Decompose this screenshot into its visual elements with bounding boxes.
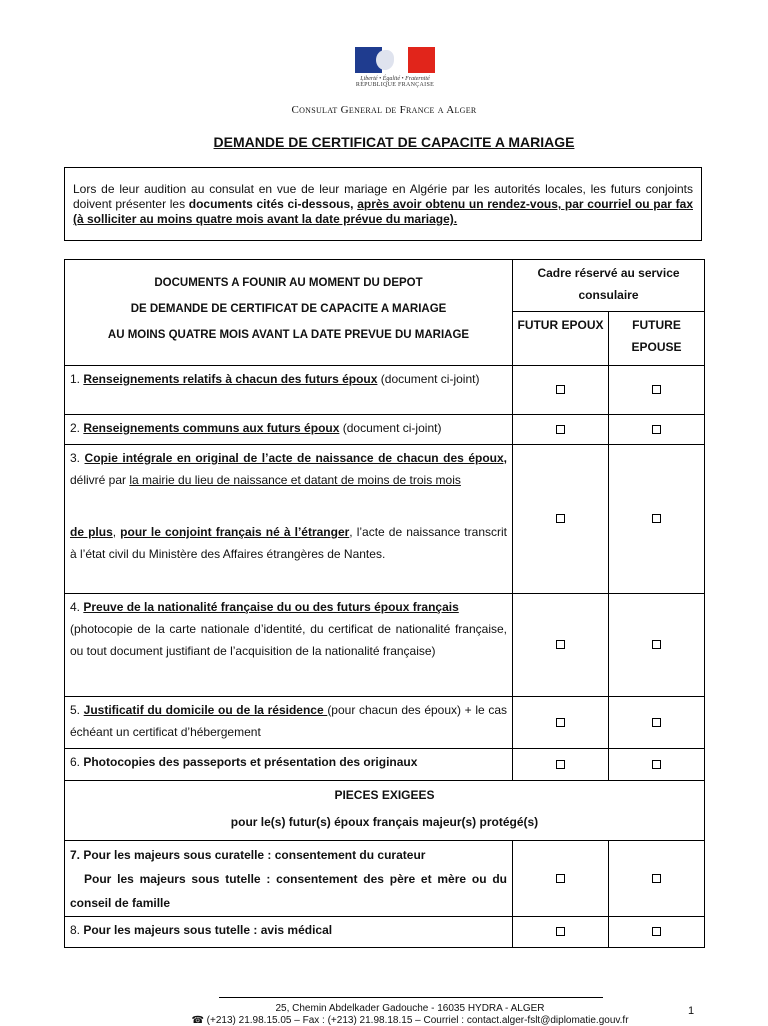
pieces-subtitle: pour le(s) futur(s) époux français majeur(s) protégé(s) [230,815,539,829]
row-3-future-cell [609,445,705,594]
footer-divider [219,997,603,998]
checkbox[interactable] [556,640,565,649]
row-1-future-cell [609,366,705,415]
table-row [65,594,705,697]
row-5-futur-cell [513,697,609,749]
checkbox[interactable] [556,874,565,883]
checkbox[interactable] [652,927,661,936]
row-detail: (document ci-joint) [339,421,442,435]
row-separator: , [112,525,121,539]
row-6-futur-cell [513,749,609,781]
row-8-future-cell [609,917,705,948]
checkbox[interactable] [556,425,565,434]
row-title: Justificatif du domicile ou de la résidence [83,703,328,717]
checkbox[interactable] [652,760,661,769]
row-title: Photocopies des passeports et présentation des originaux [83,755,418,769]
intro-box [64,167,702,241]
table-header-consulaire: Cadre réservé au service consulaire [513,260,705,312]
table-row [65,415,705,445]
header-line-3: AU MOINS QUATRE MOIS AVANT LA DATE PREVUE DU MARIAGE [107,329,470,341]
document-title: DEMANDE DE CERTIFICAT DE CAPACITE A MARIAGE [213,134,575,150]
table-row [65,841,705,917]
logo-motto: Liberté • Égalité • Fraternité [360,76,430,82]
row-2-future-cell [609,415,705,445]
table-row [65,749,705,781]
row-extra-title: de plus [70,525,113,539]
logo-republic: RÉPUBLIQUE FRANÇAISE [355,82,435,88]
col-future-epouse: FUTURE EPOUSE [609,312,705,366]
table-row [65,366,705,415]
row-title: Renseignements communs aux futurs époux [83,421,340,435]
row-extra-title-2: pour le conjoint français né à l’étranger [120,525,350,539]
row-3-description [65,445,513,594]
row-1-futur-cell [513,366,609,415]
table-row [65,697,705,749]
row-title: Pour les majeurs sous tutelle : avis médical [83,923,333,937]
row-5-description [65,697,513,749]
col-futur-epoux: FUTUR EPOUX [513,312,609,366]
checkbox[interactable] [556,760,565,769]
row-8-futur-cell [513,917,609,948]
footer-address: 25, Chemin Abdelkader Gadouche - 16035 HYDRA - ALGER [275,1003,545,1014]
intro-text-underlined: après avoir obtenu un rendez-vous, par courriel ou par fax (à solliciter au moins quatre mois avant la date prévue du mariage). [73,197,693,226]
row-detail: Pour les majeurs sous tutelle : consentement des père et mère ou du conseil de famille [70,872,507,910]
intro-text-bold: documents cités ci-dessous, [188,197,354,211]
row-7-future-cell [609,841,705,917]
checkbox[interactable] [652,385,661,394]
row-number: 2. [70,421,84,435]
row-title: 7. Pour les majeurs sous curatelle : consentement du curateur [70,848,426,862]
checkbox[interactable] [556,927,565,936]
consulat-heading: Consulat General de France a Alger [291,104,477,116]
row-8-description [65,917,513,948]
row-detail-underlined: la mairie du lieu de naissance et datant de moins de trois mois [129,473,461,487]
row-2-futur-cell [513,415,609,445]
row-detail: (pour chacun des époux) + le cas échéant un certificat d’hébergement [70,703,508,739]
row-5-future-cell [609,697,705,749]
row-2-description [65,415,513,445]
row-title: Preuve de la nationalité française du ou des futurs époux français [83,600,459,614]
pieces-exigees-section [65,781,705,841]
row-6-future-cell [609,749,705,781]
row-number: 8. [70,923,84,937]
footer-contact: ☎ (+213) 21.98.15.05 – Fax : (+213) 21.98.18.15 – Courriel : contact.alger-fslt@diplomatie.gouv.fr [191,1015,629,1026]
row-detail: (photocopie de la carte nationale d’identité, du certificat de nationalité française, ou tout document justifiant de l’acquisition de la nationalité française) [70,622,507,658]
row-6-description [65,749,513,781]
checkbox[interactable] [556,385,565,394]
row-number: 1. [70,372,84,386]
row-title: Copie intégrale en original de l’acte de naissance de chacun des époux, [84,451,507,465]
row-1-description [65,366,513,415]
table-row [65,445,705,594]
checkbox[interactable] [652,874,661,883]
republique-francaise-logo [355,47,435,88]
header-line-2: DE DEMANDE DE CERTIFICAT DE CAPACITE A MARIAGE [130,303,447,315]
row-number: 4. [70,600,84,614]
intro-text-1: Lors de leur audition au consulat en vue de leur mariage en Algérie par les autorités locales, les futurs conjoints doivent présenter les [73,182,693,211]
row-extra-detail: , l’acte de naissance transcrit à l’état civil du Ministère des Affaires étrangères de Nantes. [70,525,507,561]
table-header-documents [65,260,513,366]
marianne-flag-icon [355,47,435,73]
checkbox[interactable] [652,425,661,434]
row-number: 5. [70,703,84,717]
pieces-title: PIECES EXIGEES [334,788,435,802]
table-row [65,917,705,948]
row-4-future-cell [609,594,705,697]
row-detail: (document ci-joint) [377,372,480,386]
checkbox[interactable] [556,718,565,727]
checkbox[interactable] [652,514,661,523]
page-number: 1 [688,1005,695,1017]
row-detail: délivré par [70,473,130,487]
row-4-futur-cell [513,594,609,697]
row-title: Renseignements relatifs à chacun des futurs époux [83,372,378,386]
row-7-description [65,841,513,917]
checkbox[interactable] [556,514,565,523]
checkbox[interactable] [652,718,661,727]
documents-table [64,259,705,948]
table-row [65,781,705,841]
row-number: 3. [70,451,85,465]
row-number: 6. [70,755,84,769]
row-3-futur-cell [513,445,609,594]
row-7-futur-cell [513,841,609,917]
row-4-description [65,594,513,697]
checkbox[interactable] [652,640,661,649]
header-line-1: DOCUMENTS A FOUNIR AU MOMENT DU DEPOT [154,277,423,289]
